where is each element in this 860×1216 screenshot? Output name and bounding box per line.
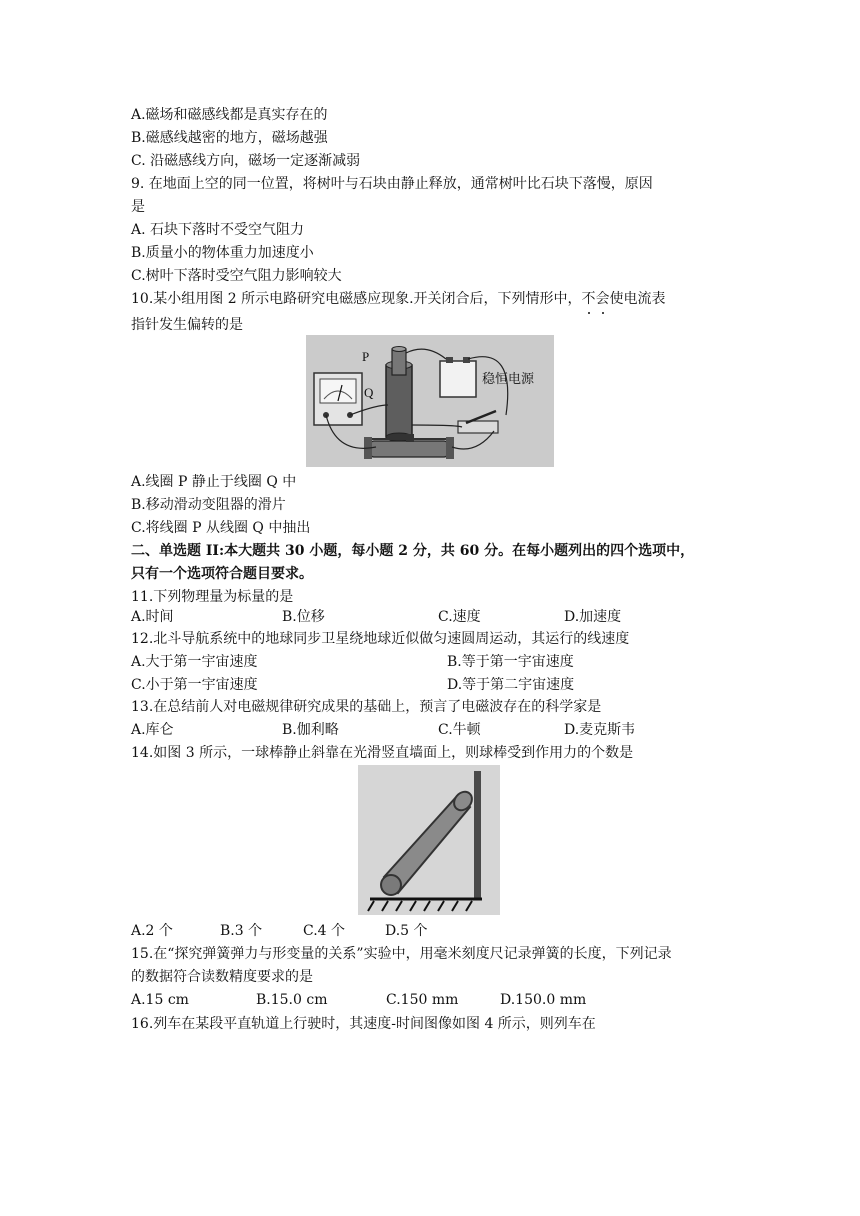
q15-option-d: D.150.0 mm bbox=[500, 992, 587, 1008]
q11-option-c: C.速度 bbox=[438, 609, 481, 625]
q10-stem-pre: 10.某小组用图 2 所示电路研究电磁感应现象.开关闭合后，下列情形中， bbox=[131, 291, 582, 307]
q9-option-c: C.树叶下落时受空气阻力影响较大 bbox=[131, 268, 342, 284]
q10-option-c: C.将线圈 P 从线圈 Q 中抽出 bbox=[131, 520, 311, 536]
coil-q-label: Q bbox=[364, 385, 374, 400]
q10-stem-line1 bbox=[131, 289, 666, 309]
q10-stem-post: 使电流表 bbox=[609, 291, 666, 307]
q9-stem-line1: 9. 在地面上空的同一位置，将树叶与石块由静止释放，通常树叶比石块下落慢，原因 bbox=[131, 176, 653, 192]
q9-option-a: A. 石块下落时不受空气阻力 bbox=[131, 222, 305, 238]
q12-option-a: A.大于第一宇宙速度 bbox=[131, 654, 258, 670]
coil-p-icon bbox=[392, 347, 406, 376]
bat-illustration bbox=[358, 765, 500, 915]
q8-option-a: A.磁场和磁感线都是真实存在的 bbox=[131, 107, 328, 123]
q14-option-c: C.4 个 bbox=[303, 923, 346, 939]
q12-stem: 12.北斗导航系统中的地球同步卫星绕地球近似做匀速圆周运动，其运行的线速度 bbox=[131, 631, 630, 647]
q13-option-b: B.伽利略 bbox=[282, 722, 339, 738]
q12-option-c: C.小于第一宇宙速度 bbox=[131, 677, 258, 693]
q13-option-a: A.库仑 bbox=[131, 722, 174, 738]
q11-option-a: A.时间 bbox=[131, 609, 174, 625]
q14-option-d: D.5 个 bbox=[385, 923, 428, 939]
q11-option-b: B.位移 bbox=[282, 609, 325, 625]
q15-option-b: B.15.0 cm bbox=[256, 992, 328, 1008]
q11-stem: 11.下列物理量为标量的是 bbox=[131, 589, 294, 605]
coil-p-label: P bbox=[362, 349, 370, 364]
figure-2-circuit bbox=[306, 335, 554, 467]
q10-option-a: A.线圈 P 静止于线圈 Q 中 bbox=[131, 474, 297, 490]
q12-option-d: D.等于第二宇宙速度 bbox=[447, 677, 575, 693]
q15-option-c: C.150 mm bbox=[386, 992, 459, 1008]
q14-option-a: A.2 个 bbox=[131, 923, 173, 939]
q10-stem-line2: 指针发生偏转的是 bbox=[131, 317, 243, 333]
power-supply-label: 稳恒电源 bbox=[482, 372, 535, 387]
q13-option-d: D.麦克斯韦 bbox=[564, 722, 636, 738]
galvanometer-icon bbox=[314, 373, 362, 425]
q16-stem: 16.列车在某段平直轨道上行驶时，其速度-时间图像如图 4 所示，则列车在 bbox=[131, 1016, 596, 1032]
power-supply-icon bbox=[440, 357, 476, 397]
q10-option-b: B.移动滑动变阻器的滑片 bbox=[131, 497, 286, 513]
section-2-heading-line1: 二、单选题 II:本大题共 30 小题，每小题 2 分，共 60 分。在每小题列出的四个选项中， bbox=[131, 543, 695, 559]
q15-option-a: A.15 cm bbox=[131, 992, 189, 1008]
q13-stem: 13.在总结前人对电磁规律研究成果的基础上，预言了电磁波存在的科学家是 bbox=[131, 699, 602, 715]
q8-option-c: C. 沿磁感线方向，磁场一定逐渐减弱 bbox=[131, 153, 361, 169]
q15-stem-line2: 的数据符合读数精度要求的是 bbox=[131, 969, 313, 985]
q9-stem-line2: 是 bbox=[131, 199, 145, 215]
section-2-heading-line2: 只有一个选项符合题目要求。 bbox=[131, 566, 313, 582]
q10-emphasis-not: 不 bbox=[581, 291, 596, 307]
q9-option-b: B.质量小的物体重力加速度小 bbox=[131, 245, 314, 261]
q12-option-b: B.等于第一宇宙速度 bbox=[447, 654, 574, 670]
q14-option-b: B.3 个 bbox=[220, 923, 263, 939]
q14-stem: 14.如图 3 所示，一球棒静止斜靠在光滑竖直墙面上，则球棒受到作用力的个数是 bbox=[131, 745, 634, 761]
circuit-illustration bbox=[306, 335, 554, 467]
q8-option-b: B.磁感线越密的地方，磁场越强 bbox=[131, 130, 328, 146]
figure-3-bat-on-wall bbox=[358, 765, 500, 915]
wall-icon bbox=[474, 771, 481, 899]
q13-option-c: C.牛顿 bbox=[438, 722, 481, 738]
q11-option-d: D.加速度 bbox=[564, 609, 622, 625]
q15-stem-line1: 15.在“探究弹簧弹力与形变量的关系”实验中，用毫米刻度尺记录弹簧的长度，下列记录 bbox=[131, 946, 672, 962]
q10-emphasis-will: 会 bbox=[595, 291, 610, 307]
